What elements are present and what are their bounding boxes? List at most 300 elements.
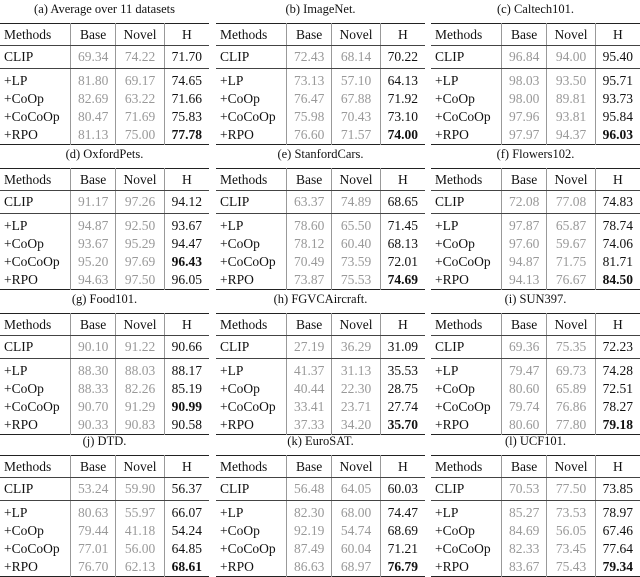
h-cell: 96.05 [164,271,209,290]
h-cell: 79.34 [595,558,640,577]
base-cell: 77.01 [71,540,116,558]
method-cell: +CoOp [220,523,260,538]
novel-cell: 93.81 [547,108,595,126]
h-cell: 95.71 [595,69,640,91]
column-header: Base [502,169,547,191]
method-cell: CLIP [0,336,71,359]
novel-cell: 73.45 [547,540,595,558]
base-cell: 76.70 [71,558,116,577]
method-cell: +CoCoOp [4,254,60,269]
h-cell: 67.46 [595,522,640,540]
h-cell: 71.21 [380,540,425,558]
base-cell: 84.69 [502,522,547,540]
base-cell: 97.96 [502,108,547,126]
novel-cell: 57.10 [332,69,380,91]
base-cell: 96.84 [502,46,547,69]
method-cell: +CoCoOp [220,399,276,414]
table-caption: (h) FGVCAircraft. [273,292,368,306]
column-header: Methods [216,314,287,336]
h-cell: 72.23 [595,336,640,359]
table-row [431,359,640,381]
result-table [0,23,209,145]
table-row [216,271,425,290]
method-cell: +CoOp [220,381,260,396]
novel-cell: 62.13 [116,558,164,577]
base-cell: 90.10 [71,336,116,359]
table-row [216,522,425,540]
table-row [0,69,209,91]
novel-cell: 65.50 [332,214,380,236]
base-cell: 75.98 [287,108,332,126]
method-cell: +CoOp [435,91,475,106]
method-cell: +RPO [435,559,469,574]
result-table-panel [431,434,640,577]
h-cell: 60.03 [380,478,425,501]
table-row [0,501,209,523]
base-cell: 79.74 [502,398,547,416]
table-row [216,478,425,501]
novel-cell: 71.69 [116,108,164,126]
method-cell: +CoOp [220,236,260,251]
table-row [216,398,425,416]
h-cell: 78.27 [595,398,640,416]
table-caption: (g) Food101. [71,292,138,306]
novel-cell: 56.00 [116,540,164,558]
result-table [216,23,425,145]
novel-cell: 74.22 [116,46,164,69]
novel-cell: 54.74 [332,522,380,540]
table-row [431,126,640,145]
table-row [216,214,425,236]
novel-cell: 73.59 [332,253,380,271]
novel-cell: 59.90 [116,478,164,501]
novel-cell: 97.69 [116,253,164,271]
h-cell: 64.85 [164,540,209,558]
table-row [0,398,209,416]
table-row [431,191,640,214]
table-row [431,235,640,253]
method-cell: CLIP [0,191,71,214]
column-header: H [164,456,209,478]
base-cell: 92.19 [287,522,332,540]
base-cell: 53.24 [71,478,116,501]
base-cell: 87.49 [287,540,332,558]
column-header: Base [287,456,332,478]
h-cell: 78.74 [595,214,640,236]
method-cell: +CoOp [4,236,44,251]
h-cell: 74.83 [595,191,640,214]
column-header: Methods [431,314,502,336]
table-caption: (a) Average over 11 datasets [34,2,175,16]
table-row [431,271,640,290]
column-header: Novel [332,314,380,336]
table-row [0,46,209,69]
column-header: Methods [216,24,287,46]
table-row [216,359,425,381]
table-row [431,398,640,416]
method-cell: +LP [4,73,28,88]
novel-cell: 94.37 [547,126,595,145]
result-table [431,168,640,290]
table-row [431,522,640,540]
column-header: Base [287,169,332,191]
base-cell: 79.47 [502,359,547,381]
base-cell: 94.87 [502,253,547,271]
novel-cell: 95.29 [116,235,164,253]
column-header: Novel [547,169,595,191]
method-cell: +CoCoOp [435,541,491,556]
column-header: H [595,24,640,46]
base-cell: 97.60 [502,235,547,253]
novel-cell: 92.50 [116,214,164,236]
method-cell: CLIP [431,46,502,69]
novel-cell: 75.35 [547,336,595,359]
method-cell: +CoCoOp [4,541,60,556]
column-header: H [164,24,209,46]
table-row [216,235,425,253]
column-header: Novel [332,456,380,478]
table-caption: (i) SUN397. [504,292,567,306]
h-cell: 95.40 [595,46,640,69]
novel-cell: 91.22 [116,336,164,359]
method-cell: +CoOp [4,381,44,396]
column-header: Methods [0,24,71,46]
method-cell: +LP [435,218,459,233]
table-row [431,540,640,558]
method-cell: +RPO [4,127,38,142]
result-table-panel [0,147,209,290]
result-table [216,455,425,577]
novel-cell: 71.57 [332,126,380,145]
method-cell: +CoCoOp [220,541,276,556]
base-cell: 81.13 [71,126,116,145]
novel-cell: 56.05 [547,522,595,540]
result-table [0,313,209,435]
column-header: Methods [216,456,287,478]
h-cell: 96.03 [595,126,640,145]
method-cell: CLIP [0,46,71,69]
table-row [0,253,209,271]
base-cell: 85.27 [502,501,547,523]
base-cell: 72.43 [287,46,332,69]
column-header: Novel [547,24,595,46]
column-header: Methods [431,456,502,478]
h-cell: 77.78 [164,126,209,145]
table-row [431,69,640,91]
h-cell: 71.92 [380,90,425,108]
base-cell: 98.03 [502,69,547,91]
method-cell: +LP [220,363,244,378]
method-cell: +CoOp [435,523,475,538]
column-header: Methods [216,169,287,191]
column-header: Novel [547,456,595,478]
table-row [0,380,209,398]
column-header: Base [287,24,332,46]
h-cell: 74.69 [380,271,425,290]
novel-cell: 55.97 [116,501,164,523]
method-cell: +RPO [220,127,254,142]
result-table [216,313,425,435]
base-cell: 73.13 [287,69,332,91]
novel-cell: 65.89 [547,380,595,398]
column-header: Base [71,169,116,191]
column-header: Base [287,314,332,336]
column-header: H [595,314,640,336]
method-cell: CLIP [216,191,287,214]
h-cell: 72.01 [380,253,425,271]
base-cell: 93.67 [71,235,116,253]
base-cell: 94.13 [502,271,547,290]
method-cell: +RPO [4,417,38,432]
column-header: Novel [116,456,164,478]
novel-cell: 60.40 [332,235,380,253]
h-cell: 35.70 [380,416,425,435]
base-cell: 83.67 [502,558,547,577]
h-cell: 84.50 [595,271,640,290]
table-row [0,478,209,501]
result-table [431,23,640,145]
h-cell: 79.18 [595,416,640,435]
method-cell: CLIP [431,478,502,501]
table-caption: (e) StanfordCars. [277,147,364,161]
base-cell: 82.30 [287,501,332,523]
method-cell: +LP [435,73,459,88]
base-cell: 78.12 [287,235,332,253]
novel-cell: 88.03 [116,359,164,381]
table-row [216,126,425,145]
method-cell: +LP [4,505,28,520]
table-row [0,90,209,108]
base-cell: 88.30 [71,359,116,381]
method-cell: +CoOp [220,91,260,106]
result-table-panel [431,2,640,145]
h-cell: 74.65 [164,69,209,91]
column-header: H [595,456,640,478]
novel-cell: 77.50 [547,478,595,501]
table-row [0,214,209,236]
base-cell: 81.80 [71,69,116,91]
novel-cell: 23.71 [332,398,380,416]
novel-cell: 75.00 [116,126,164,145]
table-row [216,191,425,214]
novel-cell: 60.04 [332,540,380,558]
novel-cell: 67.88 [332,90,380,108]
table-row [0,359,209,381]
novel-cell: 90.83 [116,416,164,435]
table-row [216,46,425,69]
table-row [431,380,640,398]
novel-cell: 76.67 [547,271,595,290]
result-table-panel [431,292,640,435]
method-cell: +RPO [220,272,254,287]
h-cell: 68.61 [164,558,209,577]
column-header: Novel [547,314,595,336]
result-table [431,313,640,435]
base-cell: 76.60 [287,126,332,145]
base-cell: 80.60 [502,416,547,435]
result-table-panel [216,2,425,145]
base-cell: 70.53 [502,478,547,501]
method-cell: CLIP [216,46,287,69]
h-cell: 74.47 [380,501,425,523]
column-header: Novel [116,24,164,46]
table-row [431,90,640,108]
base-cell: 78.60 [287,214,332,236]
table-row [0,108,209,126]
table-row [431,478,640,501]
novel-cell: 94.00 [547,46,595,69]
table-caption: (l) UCF101. [504,434,567,448]
column-header: Base [71,24,116,46]
column-header: Methods [431,24,502,46]
column-header: Base [502,456,547,478]
method-cell: +RPO [435,127,469,142]
novel-cell: 71.75 [547,253,595,271]
base-cell: 94.87 [71,214,116,236]
h-cell: 66.07 [164,501,209,523]
novel-cell: 73.53 [547,501,595,523]
base-cell: 80.60 [502,380,547,398]
h-cell: 72.51 [595,380,640,398]
table-row [0,336,209,359]
novel-cell: 31.13 [332,359,380,381]
table-caption: (b) ImageNet. [285,2,356,16]
table-row [0,126,209,145]
method-cell: +CoCoOp [4,399,60,414]
base-cell: 90.70 [71,398,116,416]
novel-cell: 82.26 [116,380,164,398]
column-header: Base [502,24,547,46]
novel-cell: 89.81 [547,90,595,108]
base-cell: 69.36 [502,336,547,359]
h-cell: 75.83 [164,108,209,126]
base-cell: 56.48 [287,478,332,501]
table-row [431,253,640,271]
method-cell: +CoOp [4,523,44,538]
method-cell: +RPO [435,417,469,432]
h-cell: 90.99 [164,398,209,416]
base-cell: 33.41 [287,398,332,416]
column-header: Novel [116,169,164,191]
base-cell: 88.33 [71,380,116,398]
h-cell: 81.71 [595,253,640,271]
table-row [0,416,209,435]
column-header: Methods [0,314,71,336]
table-caption: (c) Caltech101. [496,2,575,16]
method-cell: +RPO [4,559,38,574]
result-table [0,455,209,577]
method-cell: +CoCoOp [435,399,491,414]
method-cell: +LP [435,505,459,520]
table-caption: (d) OxfordPets. [65,147,144,161]
h-cell: 27.74 [380,398,425,416]
table-row [0,271,209,290]
method-cell: CLIP [0,478,71,501]
method-cell: +CoOp [435,236,475,251]
h-cell: 28.75 [380,380,425,398]
h-cell: 56.37 [164,478,209,501]
method-cell: +CoCoOp [220,254,276,269]
base-cell: 69.34 [71,46,116,69]
column-header: Methods [431,169,502,191]
method-cell: +RPO [435,272,469,287]
novel-cell: 77.08 [547,191,595,214]
h-cell: 54.24 [164,522,209,540]
h-cell: 90.58 [164,416,209,435]
base-cell: 90.33 [71,416,116,435]
table-caption: (j) DTD. [82,434,127,448]
novel-cell: 41.18 [116,522,164,540]
column-header: Novel [332,24,380,46]
base-cell: 95.20 [71,253,116,271]
method-cell: +LP [4,218,28,233]
method-cell: +CoOp [4,91,44,106]
method-cell: CLIP [431,191,502,214]
novel-cell: 65.87 [547,214,595,236]
h-cell: 68.69 [380,522,425,540]
table-row [0,191,209,214]
result-table-panel [0,434,209,577]
result-table-panel [431,147,640,290]
h-cell: 88.17 [164,359,209,381]
novel-cell: 69.17 [116,69,164,91]
h-cell: 74.28 [595,359,640,381]
result-table-panel [216,147,425,290]
table-row [431,214,640,236]
column-header: Novel [332,169,380,191]
novel-cell: 22.30 [332,380,380,398]
column-header: Novel [116,314,164,336]
novel-cell: 59.67 [547,235,595,253]
column-header: Base [71,314,116,336]
table-row [216,69,425,91]
novel-cell: 97.50 [116,271,164,290]
table-caption: (f) Flowers102. [496,147,575,161]
h-cell: 93.67 [164,214,209,236]
novel-cell: 97.26 [116,191,164,214]
result-table-panel [216,434,425,577]
h-cell: 64.13 [380,69,425,91]
method-cell: +CoOp [435,381,475,396]
base-cell: 72.08 [502,191,547,214]
column-header: Methods [0,169,71,191]
column-header: H [380,314,425,336]
table-row [431,336,640,359]
h-cell: 95.84 [595,108,640,126]
table-row [216,90,425,108]
h-cell: 74.06 [595,235,640,253]
base-cell: 73.87 [287,271,332,290]
h-cell: 96.43 [164,253,209,271]
h-cell: 74.00 [380,126,425,145]
table-row [431,501,640,523]
base-cell: 82.33 [502,540,547,558]
h-cell: 94.12 [164,191,209,214]
h-cell: 70.22 [380,46,425,69]
novel-cell: 64.05 [332,478,380,501]
base-cell: 80.63 [71,501,116,523]
method-cell: +LP [220,218,244,233]
base-cell: 82.69 [71,90,116,108]
base-cell: 94.63 [71,271,116,290]
table-row [431,108,640,126]
h-cell: 78.97 [595,501,640,523]
base-cell: 86.63 [287,558,332,577]
novel-cell: 34.20 [332,416,380,435]
novel-cell: 63.22 [116,90,164,108]
method-cell: +LP [435,363,459,378]
novel-cell: 74.89 [332,191,380,214]
